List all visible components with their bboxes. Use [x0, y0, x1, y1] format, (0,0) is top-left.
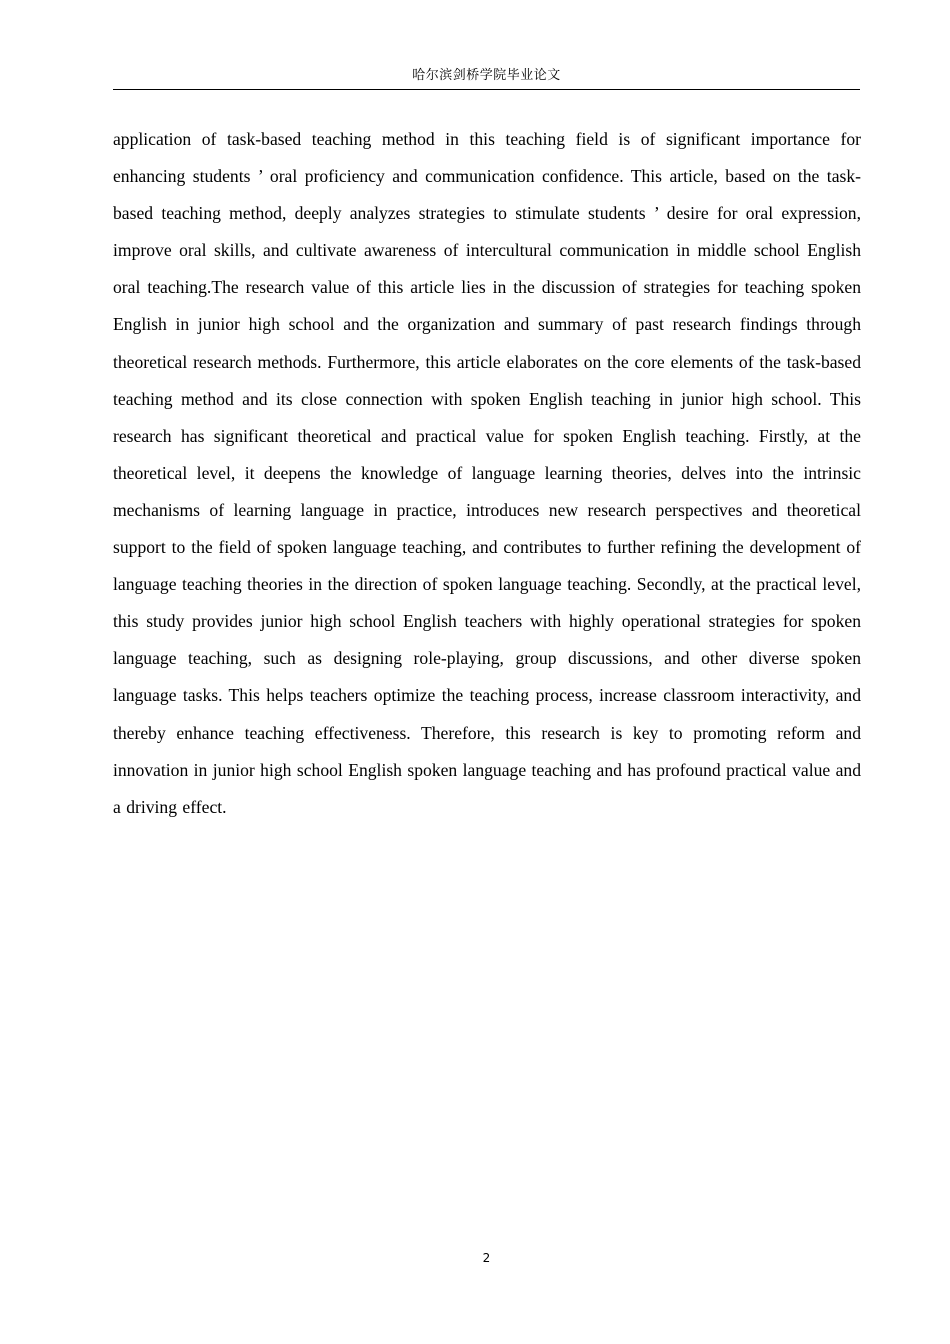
page-number: 2 — [482, 1251, 491, 1265]
running-header: 哈尔滨剑桥学院毕业论文 — [412, 68, 561, 83]
header-divider — [113, 89, 860, 90]
body-paragraph: application of task-based teaching method in this teaching field is of significant importance for enhancing students ’ oral proficiency and communication confidence. This article, based on the task-based teaching method, deeply analyzes strategies to stimulate students ’ desire for oral expression, improve oral skills, and cultivate awareness of intercultural communication in middle school English oral teaching.The research value of this article lies in the discussion of strategies for teaching spoken English in junior high school and the organization and summary of past research findings through theoretical research methods. Furthermore, this article elaborates on the core elements of the task-based teaching method and its close connection with spoken English teaching in junior high school. This research has significant theoretical and practical value for spoken English teaching. Firstly, at the theoretical level, it deepens the knowledge of language learning theories, delves into the intrinsic mechanisms of learning language in practice, introduces new research perspectives and theoretical support to the field of spoken language teaching, and contributes to further refining the development of language teaching theories in the direction of spoken language teaching. Secondly, at the practical level, this study provides junior high school English teachers with highly operational strategies for spoken language teaching, such as designing role-playing, group discussions, and other diverse spoken language tasks. This helps teachers optimize the teaching process, increase classroom interactivity, and thereby enhance teaching effectiveness. Therefore, this research is key to promoting reform and innovation in junior high school English spoken language teaching and has profound practical value and a driving effect. — [113, 129, 861, 817]
